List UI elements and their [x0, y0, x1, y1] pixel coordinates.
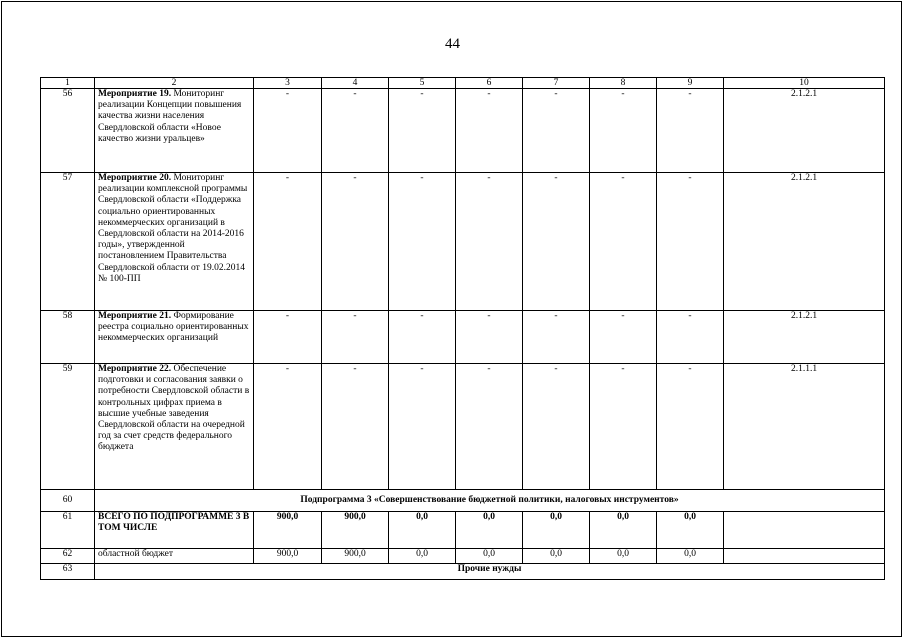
value-cell: -: [456, 89, 523, 173]
value-cell: -: [254, 173, 322, 311]
measure-title: [95, 89, 254, 173]
value-cell: -: [254, 311, 322, 364]
value-cell: 0,0: [657, 512, 724, 549]
program-table: [40, 77, 885, 580]
measure-label: Мероприятие 20.: [98, 173, 172, 183]
column-number: 8: [590, 78, 657, 89]
measure-title: [95, 364, 254, 490]
measure-title: [95, 311, 254, 364]
measure-label: Мероприятие 19.: [98, 89, 172, 99]
target-indicator: 2.1.2.1: [724, 89, 885, 173]
page-number: 44: [445, 36, 460, 52]
measure-description: Обеспечение подготовки и согласования заявки о потребности Свердловской области в контрольных цифрах приема в высшие учебные заведения Свердловской области на очередной год за счет средств федерального бюджета: [98, 364, 250, 453]
target-indicator: [724, 512, 885, 549]
column-number: 7: [523, 78, 590, 89]
value-cell: -: [322, 89, 389, 173]
column-number: 3: [254, 78, 322, 89]
value-cell: 900,0: [322, 512, 389, 549]
total-row: [41, 512, 885, 549]
value-cell: 0,0: [456, 549, 523, 564]
value-cell: -: [389, 173, 456, 311]
value-cell: -: [657, 173, 724, 311]
column-number: 4: [322, 78, 389, 89]
value-cell: -: [456, 311, 523, 364]
total-title: ВСЕГО ПО ПОДПРОГРАММЕ 3 В ТОМ ЧИСЛЕ: [95, 512, 254, 549]
value-cell: -: [254, 364, 322, 490]
budget-title: областной бюджет: [95, 549, 254, 564]
value-cell: 0,0: [657, 549, 724, 564]
column-number-row: [41, 78, 885, 89]
target-indicator: 2.1.1.1: [724, 364, 885, 490]
value-cell: -: [590, 311, 657, 364]
column-number: 9: [657, 78, 724, 89]
value-cell: 0,0: [523, 549, 590, 564]
value-cell: -: [523, 173, 590, 311]
column-number: 1: [41, 78, 95, 89]
row-number: 62: [41, 549, 95, 564]
value-cell: -: [389, 89, 456, 173]
row-number: 63: [41, 564, 95, 580]
column-number: 6: [456, 78, 523, 89]
row-number: 56: [41, 89, 95, 173]
other-needs-title: Прочие нужды: [95, 564, 885, 580]
measure-label: Мероприятие 22.: [98, 364, 172, 374]
value-cell: -: [590, 89, 657, 173]
column-number: 2: [95, 78, 254, 89]
value-cell: 0,0: [389, 512, 456, 549]
value-cell: 900,0: [322, 549, 389, 564]
row-number: 59: [41, 364, 95, 490]
value-cell: -: [523, 311, 590, 364]
value-cell: -: [456, 173, 523, 311]
regional-budget-row: [41, 549, 885, 564]
row-number: 61: [41, 512, 95, 549]
measure-description: Мониторинг реализации комплексной программы Свердловской области «Поддержка социально ориентированных некоммерческих организаций в Свердловской области на 2014-2016 годы», утвержденной постановлением Правительства Свердловской области от 19.02.2014 № 100-ПП: [98, 173, 248, 284]
value-cell: 0,0: [590, 512, 657, 549]
table-row: [41, 173, 885, 311]
value-cell: -: [322, 173, 389, 311]
value-cell: -: [590, 173, 657, 311]
row-number: 60: [41, 490, 95, 512]
value-cell: 900,0: [254, 512, 322, 549]
measure-description: Мониторинг реализации Концепции повышения качества жизни населения Свердловской области «Новое качество жизни уральцев»: [98, 89, 242, 144]
value-cell: -: [254, 89, 322, 173]
value-cell: 0,0: [590, 549, 657, 564]
value-cell: -: [523, 89, 590, 173]
other-needs-row: [41, 564, 885, 580]
value-cell: -: [590, 364, 657, 490]
row-number: 58: [41, 311, 95, 364]
measure-title: [95, 173, 254, 311]
column-number: 5: [389, 78, 456, 89]
table-row: [41, 89, 885, 173]
column-number: 10: [724, 78, 885, 89]
value-cell: 0,0: [523, 512, 590, 549]
value-cell: 900,0: [254, 549, 322, 564]
table-row: [41, 311, 885, 364]
value-cell: 0,0: [456, 512, 523, 549]
value-cell: 0,0: [389, 549, 456, 564]
value-cell: -: [456, 364, 523, 490]
measure-label: Мероприятие 21.: [98, 311, 172, 321]
target-indicator: 2.1.2.1: [724, 173, 885, 311]
value-cell: -: [657, 311, 724, 364]
value-cell: -: [657, 364, 724, 490]
subprogram-row: [41, 490, 885, 512]
value-cell: -: [322, 311, 389, 364]
row-number: 57: [41, 173, 95, 311]
subprogram-title: Подпрограмма 3 «Совершенствование бюджетной политики, налоговых инструментов»: [95, 490, 885, 512]
value-cell: -: [389, 311, 456, 364]
value-cell: -: [389, 364, 456, 490]
table-row: [41, 364, 885, 490]
value-cell: -: [657, 89, 724, 173]
value-cell: -: [523, 364, 590, 490]
value-cell: -: [322, 364, 389, 490]
target-indicator: 2.1.2.1: [724, 311, 885, 364]
target-indicator: [724, 549, 885, 564]
measure-description: Формирование реестра социально ориентированных некоммерческих организаций: [98, 311, 249, 344]
